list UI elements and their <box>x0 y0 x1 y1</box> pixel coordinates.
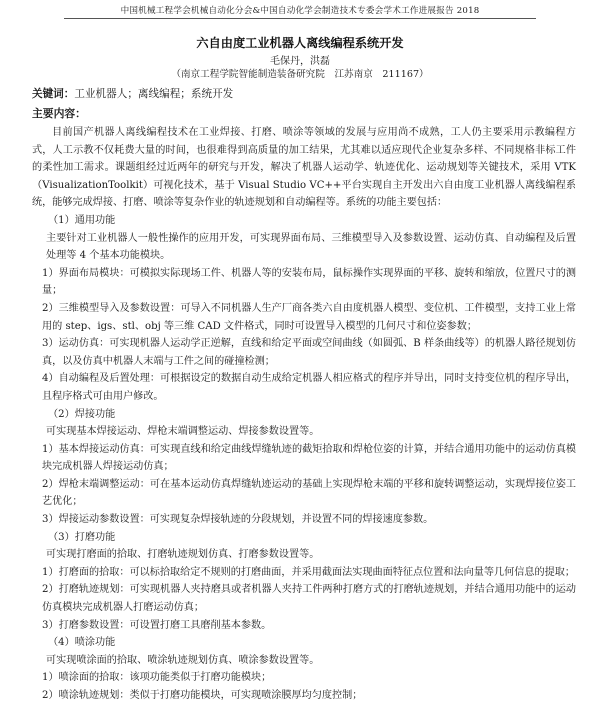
list-item: 1）打磨面的拾取：可以标拾取给定不规则的打磨曲面，并采用截面法实现曲面特征点位置和法向量等几何信息的提取； <box>42 566 575 578</box>
list-item: 4）自动编程及后置处理：可根据设定的数据自动生成给定机器人相应格式的程序并导出，同时支持变位机的程序导出，且程序格式可由用户修改。 <box>42 373 576 402</box>
section-paragraph: 可实现喷涂面的拾取、喷涂轨迹规划仿真、喷涂参数设置等。 <box>46 654 320 666</box>
main-content-body <box>32 124 576 705</box>
section-paragraph: 可实现基本焊接运动、焊枪末端调整运动、焊接参数设置等。 <box>46 426 320 438</box>
main-content-heading: 主要内容： <box>32 107 86 120</box>
list-item: 3）焊接运动参数设置：可实现复杂焊接轨迹的分段规划，并设置不同的焊接速度参数。 <box>42 514 434 526</box>
section-heading: （4）喷涂功能 <box>48 637 116 649</box>
header-divider <box>64 18 536 19</box>
keywords-label: 关键词： <box>32 88 75 100</box>
keywords-line <box>32 86 570 101</box>
paper-affiliation: （南京工程学院智能制造装备研究院 江苏南京 211167） <box>171 69 429 80</box>
list-item: 2）打磨轨迹规划：可实现机器人夹持磨具或者机器人夹持工件两种打磨方式的打磨轨迹规划，并结合通用功能中的运动仿真模块完成机器人打磨运动仿真； <box>42 584 576 614</box>
intro-paragraph: 目前国产机器人离线编程技术在工业焊接、打磨、喷涂等领域的发展与应用尚不成熟，工人仍主要采用示教编程方式，人工示教不仅耗费大量的时间，也很难得到高质量的加工结果，尤其难以适应现代企业复杂多样、不同规格非标工件的柔性加工需求。课题组经过近两年的研究与开发，解决了机器人运动学、轨迹优化、运动规划等关键技术，采用 VTK（VisualizationToolkit）可视化技术，基于 Visual Studio VC++平台实现自主开发出六自由度工业机器人离线编程系统，能够完成焊接、打磨、喷涂等复杂作业的轨迹规划和自动编程等。系统的功能主要包括： <box>32 127 576 209</box>
section-paragraph: 可实现打磨面的拾取、打磨轨迹规划仿真、打磨参数设置等。 <box>46 549 320 561</box>
list-item: 1）喷涂面的拾取：该项功能类似于打磨功能模块； <box>42 672 272 684</box>
list-item: 3）运动仿真：可实现机器人运动学正逆解，直线和给定平面或空间曲线（如圆弧、B 样条曲线等）的机器人路径规划仿真，以及仿真中机器人末端与工件之间的碰撞检测； <box>42 338 576 367</box>
paper-authors: 毛保丹，洪磊 <box>270 56 330 67</box>
keywords-text: 工业机器人；离线编程；系统开发 <box>74 88 234 100</box>
list-item: 1）基本焊接运动仿真：可实现直线和给定曲线焊缝轨迹的截矩拾取和焊枪位姿的计算，并结合通用功能中的运动仿真模块完成机器人焊接运动仿真； <box>42 443 576 473</box>
running-header: 中国机械工程学会机械自动化分会&中国自动化学会制造技术专委会学术工作进展报告 2018 <box>120 6 480 16</box>
list-item: 2）喷涂轨迹规划：类似于打磨功能模块，可实现喷涂膜厚均匀度控制； <box>42 690 363 701</box>
section-heading: （3）打磨功能 <box>48 531 116 543</box>
list-item: 3）打磨参数设置：可设置打磨工具磨削基本参数。 <box>42 619 272 631</box>
list-item: 2）焊枪末端调整运动：可在基本运动仿真焊缝轨迹运动的基础上实现焊枪末端的平移和旋转调整运动，实现焊接位姿工艺优化； <box>42 478 576 508</box>
list-item: 1）界面布局模块：可模拟实际现场工件、机器人等的安装布局，鼠标操作实现界面的平移、旋转和缩放，位置尺寸的测量； <box>42 267 576 297</box>
section-heading: （2）焊接功能 <box>48 408 116 420</box>
section-heading: （1）通用功能 <box>48 214 116 226</box>
section-paragraph: 主要针对工业机器人一般性操作的应用开发，可实现界面布局、三维模型导入及参数设置、运动仿真、自动编程及后置处理等 4 个基本功能模块。 <box>46 232 576 262</box>
paper-title: 六自由度工业机器人离线编程系统开发 <box>196 36 404 50</box>
list-item: 2）三维模型导入及参数设置：可导入不同机器人生产厂商各类六自由度机器人模型、变位机、工件模型，支持工业上常用的 step、igs、stl、obj 等三维 CAD 文件格式，同时可设置导入模型的几何尺寸和位姿参数； <box>42 302 576 332</box>
